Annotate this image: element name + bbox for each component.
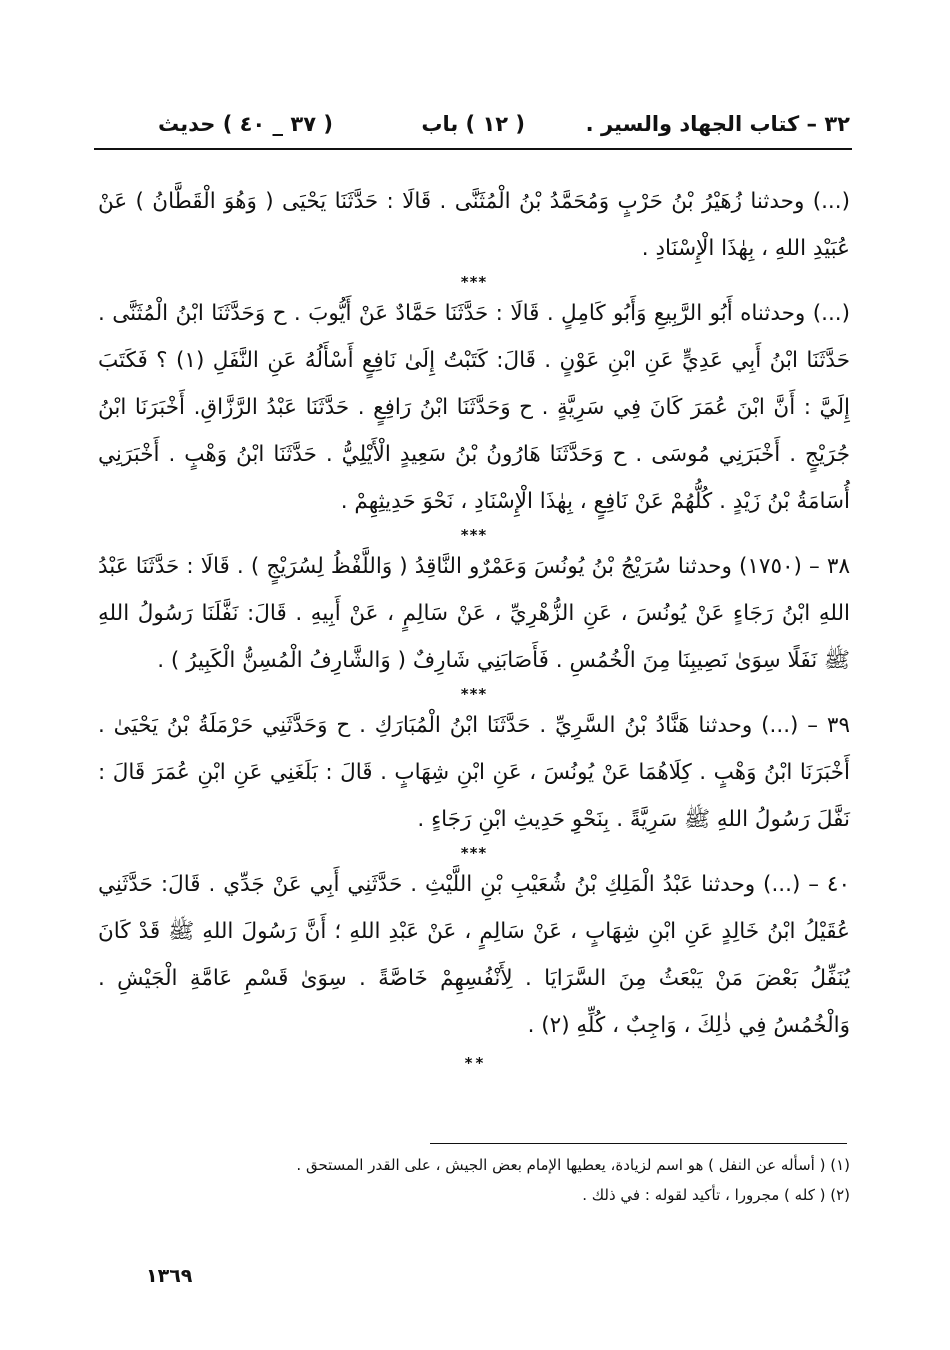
- book-title: ٣٢ – كتاب الجهاد والسير .: [585, 112, 850, 136]
- separator-stars: ***: [460, 685, 488, 703]
- running-header: [98, 112, 850, 148]
- hadith-paragraph: ٣٩ – (...) وحدثنا هَنَّادُ بْنُ السَّرِيِّ . حَدَّثَنَا ابْنُ الْمُبَارَكِ . ح وَحَدَّثَنِي حَرْمَلَةُ بْنُ يَحْيَىٰ . أَخْبَرَنَا ابْنُ وَهْبٍ . كِلَاهُمَا عَنْ يُونُسَ ، عَنِ ابْنِ شِهَابٍ . قَالَ : بَلَغَنِي عَنِ ابْنِ عُمَرَ قَالَ : نَفَّلَ رَسُولُ اللهِ ﷺ سَرِيَّةً . بِنَحْوِ حَدِيثِ ابْنِ رَجَاءٍ .: [98, 713, 850, 832]
- hadith-paragraph: (...) وحدثنا زُهَيْرُ بْنُ حَرْبٍ وَمُحَمَّدُ بْنُ الْمُثَنَّى . قَالَا : حَدَّثَنَا يَحْيَى ( وَهُوَ الْقَطَّانُ ) عَنْ عُبَيْدِ اللهِ ، بِهٰذَا الْإِسْنَادِ .: [98, 189, 850, 261]
- footnote: (١) ( أسأله عن النفل ) هو اسم لزيادة، يعطيها الإمام بعض الجيش ، على القدر المستحق .: [296, 1156, 850, 1174]
- separator-stars: ***: [460, 526, 488, 544]
- hadith-paragraph: ٤٠ – (...) وحدثنا عَبْدُ الْمَلِكِ بْنُ شُعَيْبِ بْنِ اللَّيْثِ . حَدَّثَنِي أَبِي عَنْ جَدِّي . قَالَ: حَدَّثَنِي عُقَيْلُ ابْنُ خَالِدٍ عَنِ ابْنِ شِهَابٍ ، عَنْ سَالِمٍ ، عَنْ عَبْدِ اللهِ ؛ أَنَّ رَسُولَ اللهِ ﷺ قَدْ كَانَ يُنَفِّلُ بَعْضَ مَنْ يَبْعَثُ مِنَ السَّرَايَا . لِأَنْفُسِهِمْ خَاصَّةً . سِوَىٰ قَسْمِ عَامَّةِ الْجَيْشِ . وَالْخُمُسُ فِي ذٰلِكَ ، وَاجِبٌ ، كُلِّهِ (٢) .: [98, 872, 850, 1038]
- footnotes: [98, 1150, 850, 1210]
- footnote: (٢) ( كله ) مجرورا ، تأكيد لقوله : في ذلك .: [582, 1186, 850, 1204]
- page-number: ١٣٦٩: [146, 1265, 193, 1287]
- chapter-number: ( ١٢ ) باب: [421, 112, 525, 136]
- footnote-rule: [430, 1143, 847, 1144]
- hadith-paragraph: (...) وحدثناه أَبُو الرَّبِيعِ وَأَبُو كَامِلٍ . قَالَا : حَدَّثَنَا حَمَّادٌ عَنْ أَيُّوبَ . ح وَحَدَّثَنَا ابْنُ الْمُثَنَّى . حَدَّثَنَا ابْنُ أَبِي عَدِيٍّ عَنِ ابْنِ عَوْنٍ . قَالَ: كَتَبْتُ إِلَىٰ نَافِعٍ أَسْأَلُهُ عَنِ النَّفَلِ (١) ؟ فَكَتَبَ إِلَيَّ : أَنَّ ابْنَ عُمَرَ كَانَ فِي سَرِيَّةٍ . ح وَحَدَّثَنَا ابْنُ رَافِعٍ . حَدَّثَنَا عَبْدُ الرَّزَّاقِ. أَخْبَرَنَا ابْنُ جُرَيْجٍ . أَخْبَرَنِي مُوسَى . ح وَحَدَّثَنَا هَارُونُ بْنُ سَعِيدٍ الْأَيْلِيُّ . حَدَّثَنَا ابْنُ وَهْبٍ . أَخْبَرَنِي أُسَامَةُ بْنُ زَيْدٍ . كُلُّهُمْ عَنْ نَافِعٍ ، بِهٰذَا الْإِسْنَادِ ، نَحْوَ حَدِيثِهِمْ .: [98, 301, 850, 514]
- end-mark: * *: [464, 1054, 484, 1072]
- separator-stars: ***: [460, 273, 488, 291]
- header-rule: [94, 148, 852, 150]
- hadith-paragraph: ٣٨ – (١٧٥٠) وحدثنا سُرَيْجُ بْنُ يُونُسَ وَعَمْرٌو النَّاقِدُ ( وَاللَّفْظُ لِسُرَيْجٍ ) . قَالَا : حَدَّثَنَا عَبْدُ اللهِ ابْنُ رَجَاءٍ عَنْ يُونُسَ ، عَنِ الزُّهْرِيِّ ، عَنْ سَالِمٍ ، عَنْ أَبِيهِ . قَالَ: نَفَّلَنَا رَسُولُ اللهِ ﷺ نَفَلًا سِوَىٰ نَصِيبِنَا مِنَ الْخُمُسِ . فَأَصَابَنِي شَارِفٌ ( وَالشَّارِفُ الْمُسِنُّ الْكَبِيرُ ) .: [98, 554, 850, 673]
- hadith-range: ( ٣٧ _ ٤٠ ) حديث: [158, 112, 333, 136]
- separator-stars: ***: [460, 844, 488, 862]
- hadith-text: [98, 178, 850, 1073]
